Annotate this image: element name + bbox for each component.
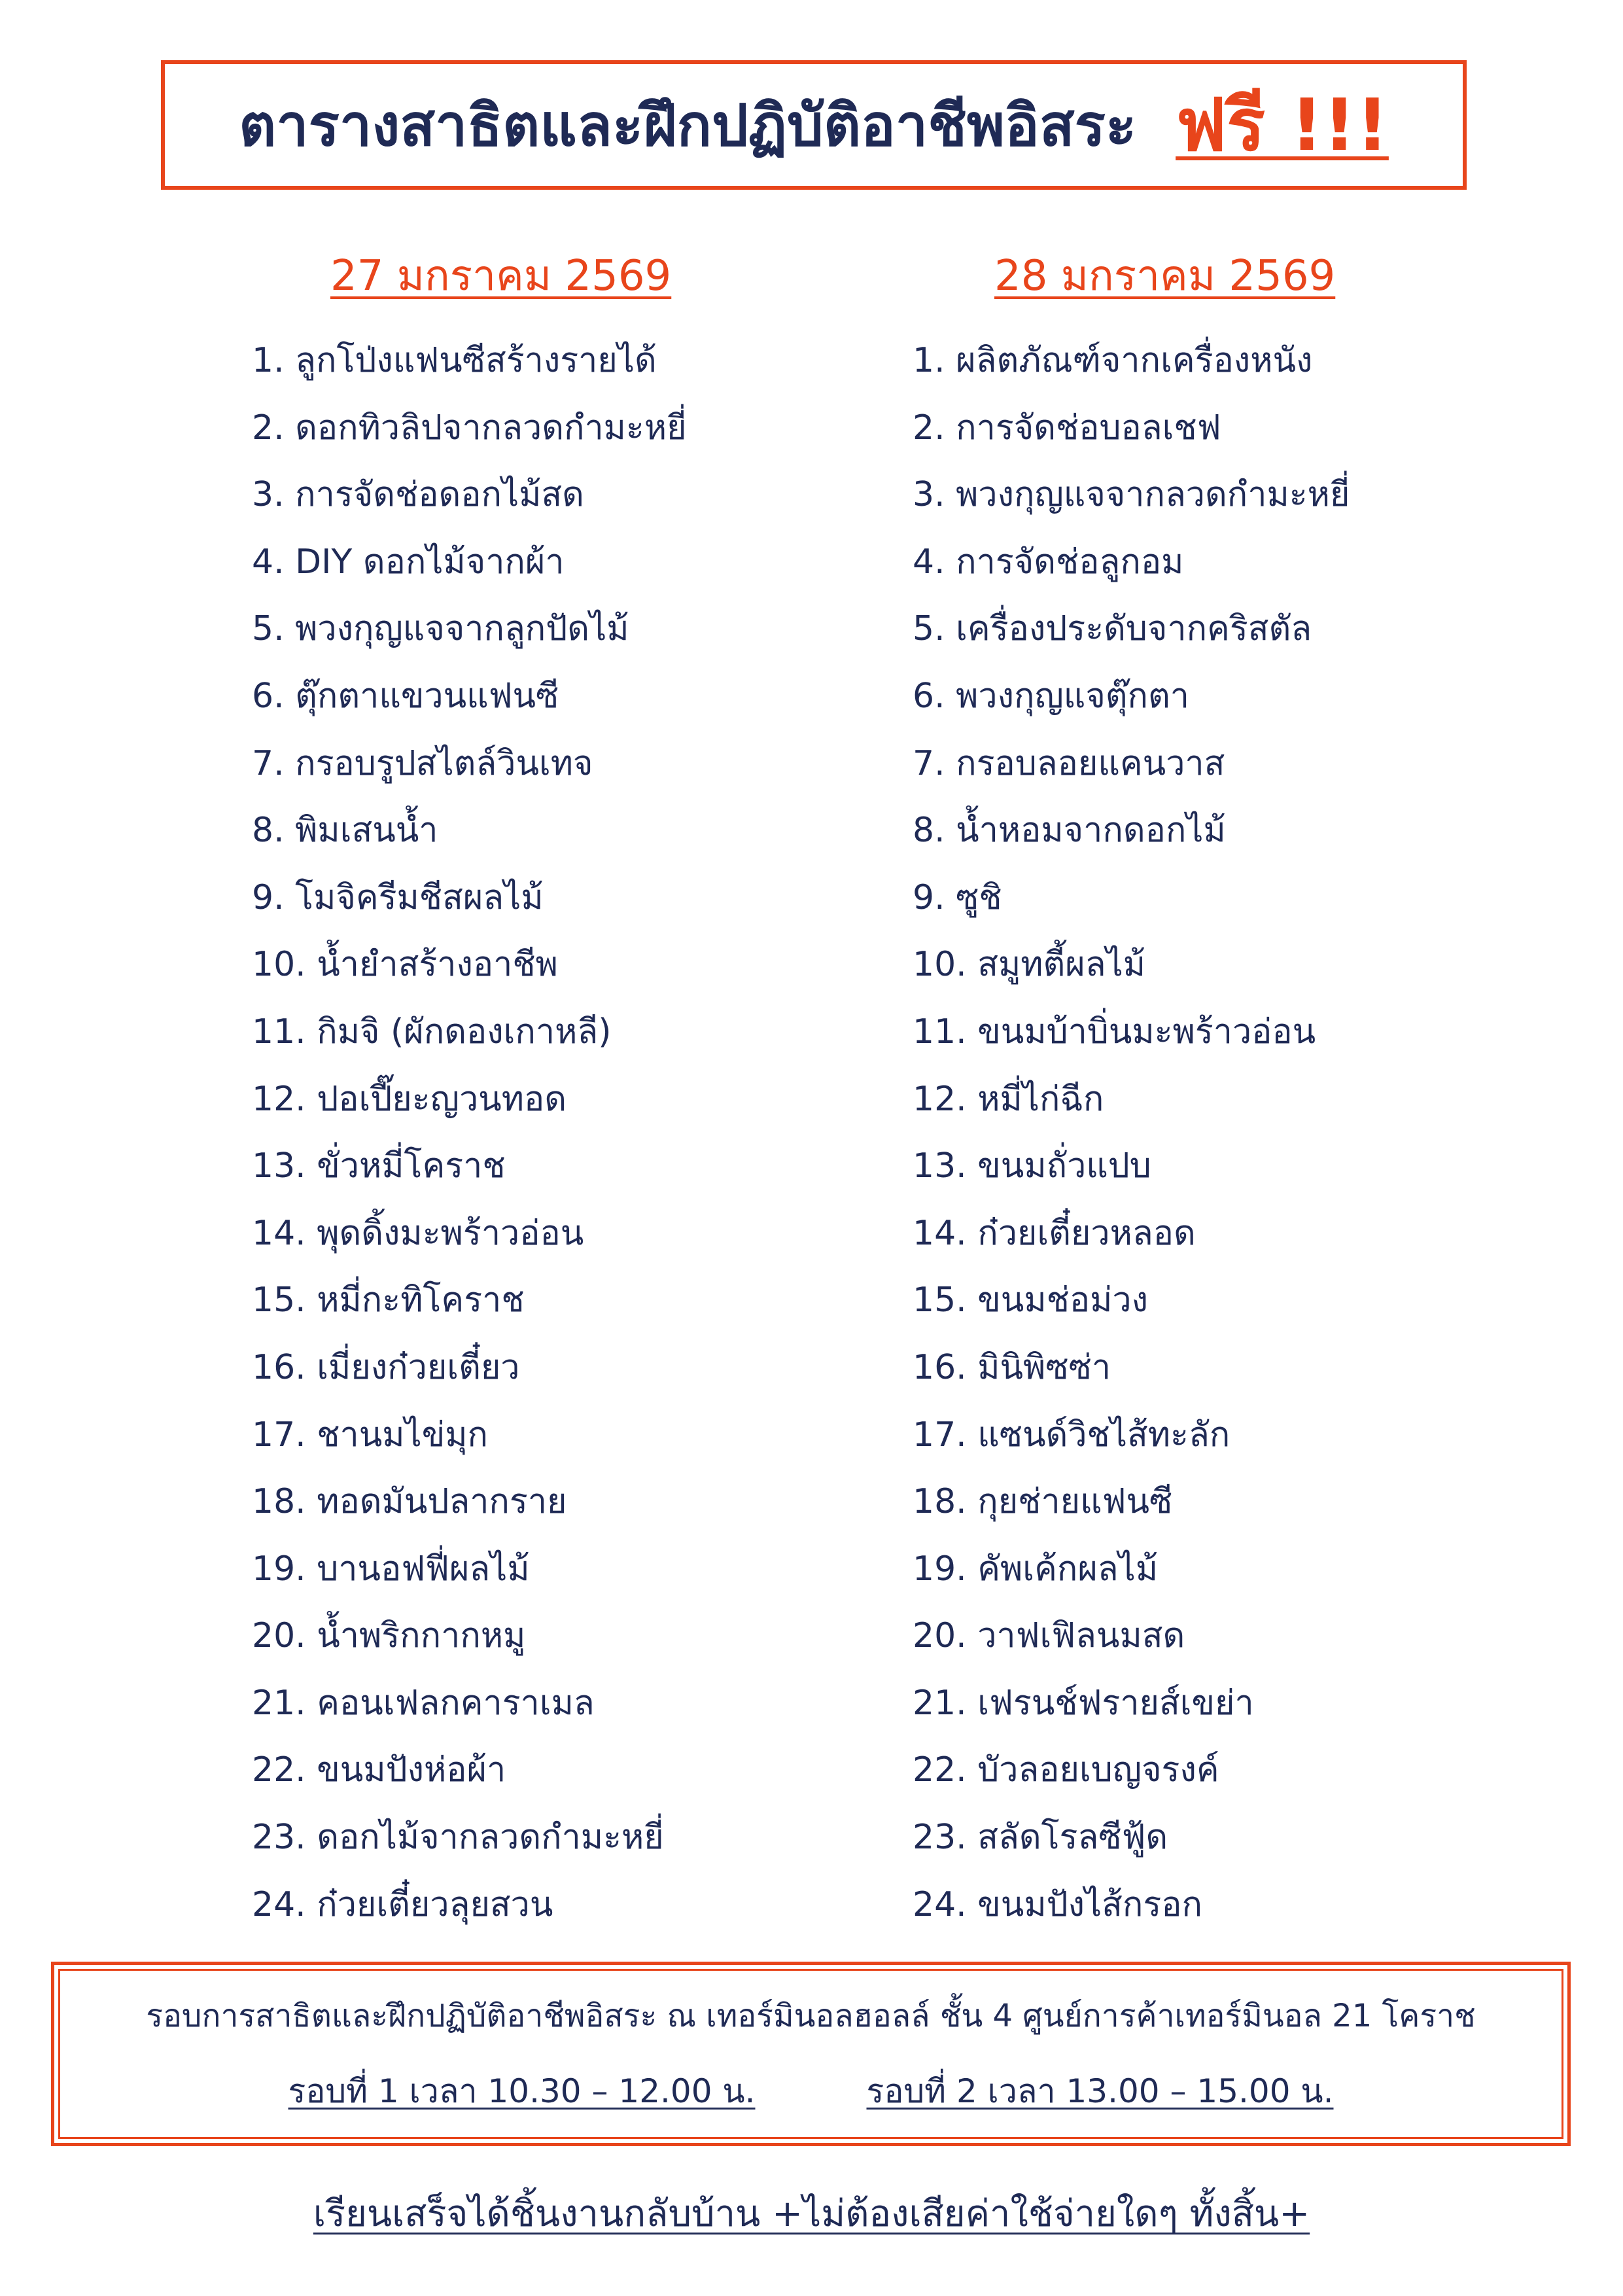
list-item: 21. เฟรนช์ฟรายส์เขย่า <box>913 1683 1254 1723</box>
day1-list <box>252 327 687 1938</box>
list-item: 6. ตุ๊กตาแขวนแฟนซี <box>252 676 559 716</box>
list-item: 13. ขนมถั่วแปบ <box>913 1146 1151 1186</box>
round-times <box>288 2066 1334 2117</box>
round-1-time: รอบที่ 1 เวลา 10.30 – 12.00 น. <box>288 2072 756 2110</box>
list-item: 16. เมี่ยงก๋วยเตี๋ยว <box>252 1347 520 1387</box>
list-item: 15. หมี่กะทิโคราช <box>252 1280 525 1320</box>
list-item: 24. ขนมปังไส้กรอก <box>913 1884 1203 1924</box>
footer-note: เรียนเสร็จได้ชิ้นงานกลับบ้าน +ไม่ต้องเสียค่าใช้จ่ายใดๆ ทั้งสิ้น+ <box>313 2193 1310 2235</box>
list-item: 4. การจัดช่อลูกอม <box>913 542 1184 582</box>
list-item: 17. ชานมไข่มุก <box>252 1415 489 1455</box>
list-item: 14. ก๋วยเตี๋ยวหลอด <box>913 1213 1196 1253</box>
list-item: 12. หมี่ไก่ฉีก <box>913 1079 1104 1119</box>
list-item: 9. โมจิครีมชีสผลไม้ <box>252 877 544 917</box>
round-2-time: รอบที่ 2 เวลา 13.00 – 15.00 น. <box>866 2072 1334 2110</box>
list-item: 20. น้ำพริกกากหมู <box>252 1616 526 1656</box>
day2-list <box>913 327 1350 1938</box>
list-item: 8. น้ำหอมจากดอกไม้ <box>913 811 1226 851</box>
schedule-info-box <box>51 1962 1571 2146</box>
list-item: 3. พวงกุญแจจากลวดกำมะหยี่ <box>913 475 1350 515</box>
list-item: 16. มินิพิซซ่า <box>913 1347 1111 1387</box>
list-item: 8. พิมเสนน้ำ <box>252 811 438 851</box>
list-item: 15. ขนมช่อม่วง <box>913 1280 1148 1320</box>
page-title: ตารางสาธิตและฝึกปฏิบัติอาชีพอิสระ <box>239 92 1137 159</box>
list-item: 7. กรอบลอยแคนวาส <box>913 743 1225 783</box>
list-item: 22. บัวลอยเบญจรงค์ <box>913 1750 1219 1790</box>
list-item: 14. พุดดิ้งมะพร้าวอ่อน <box>252 1213 584 1253</box>
list-item: 2. ดอกทิวลิปจากลวดกำมะหยี่ <box>252 408 687 448</box>
list-item: 9. ซูชิ <box>913 877 1002 917</box>
list-item: 6. พวงกุญแจตุ๊กตา <box>913 676 1190 716</box>
list-item: 7. กรอบรูปสไตล์วินเทจ <box>252 743 593 783</box>
list-item: 13. ขั่วหมี่โคราช <box>252 1146 506 1186</box>
list-item: 17. แซนด์วิชไส้ทะลัก <box>913 1415 1230 1455</box>
day1-date: 27 มกราคม 2569 <box>330 252 672 300</box>
title-box <box>161 60 1467 190</box>
list-item: 1. ผลิตภัณฑ์จากเครื่องหนัง <box>913 341 1313 380</box>
list-item: 1. ลูกโป่งแฟนซีสร้างรายได้ <box>252 341 657 380</box>
list-item: 19. คัพเค้กผลไม้ <box>913 1549 1159 1589</box>
schedule-info-inner <box>58 1969 1563 2139</box>
list-item: 5. เครื่องประดับจากคริสตัล <box>913 609 1312 649</box>
list-item: 10. สมูทตี้ผลไม้ <box>913 945 1146 985</box>
list-item: 11. กิมจิ (ผักดองเกาหลี) <box>252 1012 612 1051</box>
list-item: 11. ขนมบ้าบิ่นมะพร้าวอ่อน <box>913 1012 1316 1051</box>
list-item: 4. DIY ดอกไม้จากผ้า <box>252 542 565 582</box>
day2-date: 28 มกราคม 2569 <box>994 252 1336 300</box>
venue-text: รอบการสาธิตและฝึกปฏิบัติอาชีพอิสระ ณ เทอร์มินอลฮอลล์ ชั้น 4 ศูนย์การค้าเทอร์มินอล 21 โคราช <box>146 1997 1476 2034</box>
list-item: 24. ก๋วยเตี๋ยวลุยสวน <box>252 1884 553 1924</box>
list-item: 5. พวงกุญแจจากลูกปัดไม้ <box>252 609 629 649</box>
list-item: 3. การจัดช่อดอกไม้สด <box>252 475 584 515</box>
list-item: 20. วาฟเฟิลนมสด <box>913 1616 1185 1656</box>
list-item: 23. ดอกไม้จากลวดกำมะหยี่ <box>252 1818 664 1858</box>
list-item: 19. บานอฟฟี่ผลไม้ <box>252 1549 530 1589</box>
list-item: 18. กุยช่ายแฟนซี <box>913 1482 1173 1522</box>
list-item: 10. น้ำยำสร้างอาชีพ <box>252 945 558 985</box>
list-item: 23. สลัดโรลซีฟู้ด <box>913 1818 1168 1858</box>
free-label: ฟรี !!! <box>1176 83 1389 167</box>
list-item: 22. ขนมปังห่อผ้า <box>252 1750 506 1790</box>
list-item: 2. การจัดช่อบอลเชฟ <box>913 408 1221 448</box>
list-item: 12. ปอเปี๊ยะญวนทอด <box>252 1079 567 1119</box>
list-item: 21. คอนเฟลกคาราเมล <box>252 1683 595 1723</box>
list-item: 18. ทอดมันปลากราย <box>252 1482 567 1522</box>
